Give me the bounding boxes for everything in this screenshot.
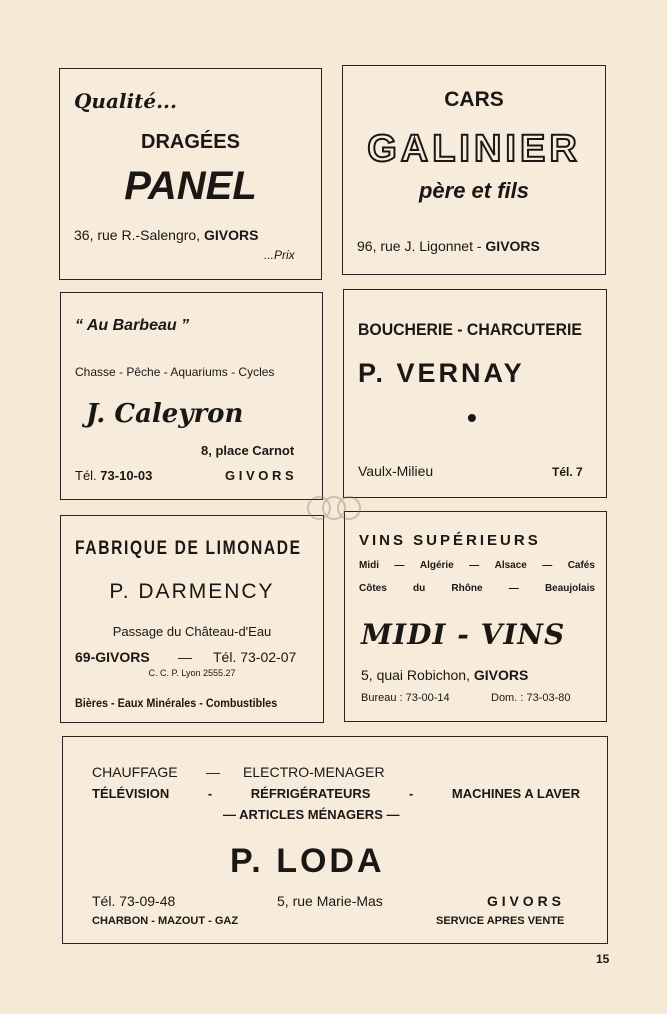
galinier-city: GIVORS [485,238,540,254]
midivins-regions1 [359,560,595,571]
caleyron-activities: Chasse - Pêche - Aquariums - Cycles [75,365,275,379]
galinier-sub: père et fils [418,178,530,203]
vernay-title: BOUCHERIE - CHARCUTERIE [358,320,582,339]
darmency-ccp: C. C. P. Lyon 2555.27 [148,668,236,678]
panel-address-line [74,227,258,243]
loda-sep-1: - [207,786,213,801]
midivins-address: 5, quai Robichon, [361,667,474,683]
loda-line1-right: ELECTRO-MENAGER [243,764,385,780]
caleyron-name: “ Au Barbeau ” [75,317,190,334]
ad-darmency [60,515,324,723]
loda-refrigerateurs: RÉFRIGÉRATEURS [250,786,371,801]
loda-machines: MACHINES A LAVER [451,786,580,801]
loda-owner: P. LODA [230,842,385,880]
caleyron-address: 8, place Carnot [201,443,295,458]
region-alsace: Alsace [494,560,527,571]
region-midi: Midi [359,560,379,571]
ad-panel [59,68,322,280]
loda-city: G I V O R S [487,893,561,909]
panel-address: 36, rue R.-Salengro, [74,227,204,243]
region-dash-2: — [469,560,480,571]
midivins-title: VINS SUPÉRIEURS [359,532,541,549]
caleyron-city: G I V O R S [225,468,294,483]
darmency-products: Bières - Eaux Minérales - Combustibles [75,696,278,710]
loda-line1-dash: — [206,764,220,780]
caleyron-tel-label: Tél. [75,468,101,483]
region-cafes: Cafés [567,560,595,571]
panel-brand: PANEL [124,164,257,208]
galinier-address: 96, rue J. Ligonnet - [357,238,486,254]
vernay-tel: Tél. 7 [552,465,583,479]
caleyron-tel: 73-10-03 [100,468,153,483]
midivins-bureau: Bureau : 73-00-14 [361,692,450,704]
galinier-brand: GALINIER [367,128,581,170]
ad-galinier [342,65,606,275]
caleyron-owner: J. Caleyron [86,399,244,429]
loda-line1-left: CHAUFFAGE [92,764,178,780]
loda-line3: — ARTICLES MÉNAGERS — [223,807,400,822]
vernay-bullet: • [467,402,477,433]
vernay-owner: P. VERNAY [358,358,525,388]
region-algerie: Algérie [419,560,454,571]
region-dash-4: — [508,583,519,594]
galinier-address-line [357,238,540,254]
ad-loda [62,736,608,944]
ad-vernay [343,289,607,498]
ad-midivins [344,511,607,722]
loda-fuels: CHARBON - MAZOUT - GAZ [92,915,239,927]
midivins-regions2 [359,583,595,594]
panel-note: ...Prix [264,248,295,262]
loda-television: TÉLÉVISION [92,786,170,801]
caleyron-tel-line [75,468,152,483]
darmency-tel: Tél. 73-02-07 [213,649,297,665]
panel-city: GIVORS [203,227,259,243]
darmency-owner: P. DARMENCY [109,580,275,603]
loda-address: 5, rue Marie-Mas [277,893,383,909]
galinier-title: CARS [444,88,504,111]
midivins-brand: MIDI - VINS [361,618,566,651]
darmency-city: 69-GIVORS [75,649,150,665]
loda-service: SERVICE APRES VENTE [436,915,565,927]
region-du: du [413,583,426,594]
vernay-city: Vaulx-Milieu [358,463,434,479]
region-dash-1: — [394,560,405,571]
region-dash-3: — [542,560,553,571]
midivins-dom: Dom. : 73-03-80 [491,692,571,704]
panel-product: DRAGÉES [141,131,240,153]
region-rhone: Rhône [451,583,483,594]
region-cotes: Côtes [359,583,387,594]
ad-caleyron [60,292,323,500]
loda-sep-2: - [408,786,414,801]
panel-tagline: Qualité... [74,89,177,113]
midivins-city: GIVORS [473,667,529,683]
page-number: 15 [596,952,610,966]
darmency-address: Passage du Château-d'Eau [112,624,272,639]
region-beaujolais: Beaujolais [544,583,595,594]
midivins-address-line [361,667,528,683]
darmency-title: FABRIQUE DE LIMONADE [75,538,302,559]
library-stamp-mark [305,488,363,528]
loda-line2 [92,786,580,801]
loda-tel: Tél. 73-09-48 [92,893,176,909]
darmency-dash: — [178,649,192,665]
